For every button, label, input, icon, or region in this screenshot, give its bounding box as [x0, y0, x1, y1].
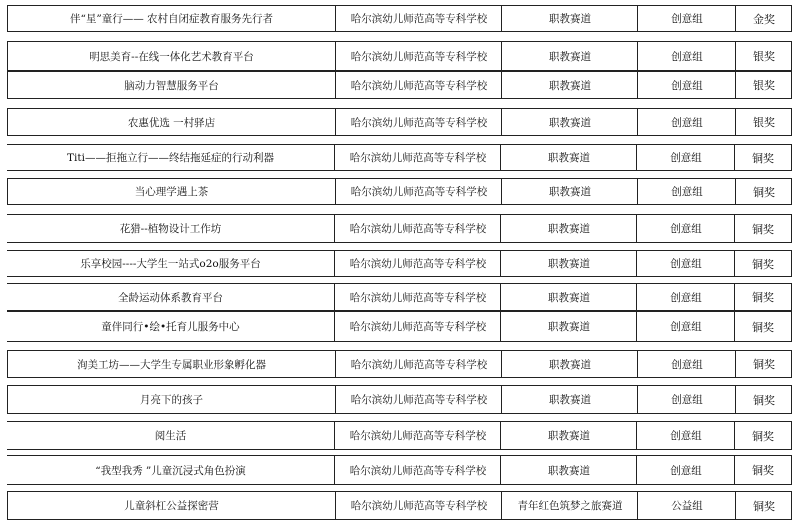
project-name: 儿童斜杠公益探密营 — [124, 500, 219, 512]
track-name: 职教赛道 — [501, 72, 638, 98]
award-level: 银奖 — [735, 42, 792, 70]
school-name: 哈尔滨幼儿师范高等专科学校 — [335, 351, 502, 377]
track-name: 职教赛道 — [500, 251, 637, 276]
table-row — [7, 421, 792, 450]
school-name: 哈尔滨幼儿师范高等专科学校 — [335, 42, 502, 70]
group-name: 创意组 — [636, 145, 735, 170]
award-level: 银奖 — [735, 72, 792, 98]
project-name: 脑动力智慧服务平台 — [124, 79, 219, 92]
project-name: 明思美育--在线一体化艺术教育平台 — [89, 50, 254, 63]
table-row — [7, 144, 792, 171]
school-name: 哈尔滨幼儿师范高等专科学校 — [334, 145, 501, 170]
group-name: 创意组 — [636, 312, 735, 341]
group-name: 创意组 — [636, 284, 735, 310]
school-name: 哈尔滨幼儿师范高等专科学校 — [335, 72, 502, 98]
school-name: 哈尔滨幼儿师范高等专科学校 — [335, 6, 502, 31]
award-level: 金奖 — [735, 6, 792, 31]
school-name: 哈尔滨幼儿师范高等专科学校 — [335, 179, 502, 204]
group-name: 创意组 — [637, 386, 736, 413]
project-name: 月亮下的孩子 — [140, 394, 203, 406]
table-row — [7, 311, 792, 342]
group-name: 创意组 — [636, 215, 735, 242]
award-level: 铜奖 — [735, 492, 792, 519]
group-name: 创意组 — [637, 72, 736, 98]
track-name: 职教赛道 — [500, 422, 637, 449]
track-name: 职教赛道 — [500, 456, 637, 484]
track-name: 职教赛道 — [501, 179, 638, 204]
table-row — [7, 41, 792, 71]
group-name: 创意组 — [637, 179, 736, 204]
track-name: 职教赛道 — [501, 109, 638, 135]
track-name: 青年红色筑梦之旅赛道 — [501, 492, 638, 519]
table-row — [7, 108, 792, 136]
group-name: 创意组 — [637, 351, 736, 377]
table-row — [7, 71, 792, 99]
project-name: 洵美工坊——大学生专属职业形象孵化器 — [77, 358, 266, 371]
award-level: 铜奖 — [735, 386, 792, 413]
track-name: 职教赛道 — [500, 284, 637, 310]
award-level: 铜奖 — [735, 179, 792, 204]
school-name: 哈尔滨幼儿师范高等专科学校 — [334, 312, 501, 341]
award-level: 铜奖 — [734, 145, 791, 170]
award-level: 铜奖 — [734, 251, 791, 276]
award-level: 铜奖 — [734, 422, 791, 449]
track-name: 职教赛道 — [500, 215, 637, 242]
table-row — [7, 455, 792, 485]
award-level: 铜奖 — [734, 312, 791, 341]
track-name: 职教赛道 — [500, 145, 637, 170]
award-level: 铜奖 — [735, 351, 792, 377]
table-row — [7, 214, 792, 243]
school-name: 哈尔滨幼儿师范高等专科学校 — [335, 492, 502, 519]
table-row — [7, 350, 792, 378]
table-row — [7, 178, 792, 205]
school-name: 哈尔滨幼儿师范高等专科学校 — [334, 456, 501, 484]
project-name: 阅生活 — [154, 430, 187, 442]
school-name: 哈尔滨幼儿师范高等专科学校 — [334, 284, 501, 310]
award-level: 银奖 — [735, 109, 792, 135]
track-name: 职教赛道 — [501, 42, 638, 70]
table-row — [7, 385, 792, 414]
table-row — [7, 491, 792, 520]
group-name: 公益组 — [637, 492, 736, 519]
group-name: 创意组 — [637, 42, 736, 70]
group-name: 创意组 — [637, 109, 736, 135]
project-name: 乐享校园----大学生一站式o2o服务平台 — [80, 258, 261, 270]
school-name: 哈尔滨幼儿师范高等专科学校 — [335, 386, 502, 413]
table-row — [7, 283, 792, 311]
track-name: 职教赛道 — [501, 386, 638, 413]
award-level: 铜奖 — [734, 456, 791, 484]
project-name: 童伴同行•绘•托育儿服务中心 — [101, 321, 240, 333]
school-name: 哈尔滨幼儿师范高等专科学校 — [334, 251, 501, 276]
group-name: 创意组 — [636, 422, 735, 449]
project-name: 全龄运动体系教育平台 — [118, 291, 223, 304]
school-name: 哈尔滨幼儿师范高等专科学校 — [334, 422, 501, 449]
project-name: 当心理学遇上茶 — [134, 186, 209, 198]
group-name: 创意组 — [636, 251, 735, 276]
project-name: 伴“星”童行—— 农村自闭症教育服务先行者 — [69, 13, 274, 25]
award-level: 铜奖 — [734, 215, 791, 242]
award-level: 铜奖 — [734, 284, 791, 310]
group-name: 创意组 — [637, 6, 736, 31]
project-name: 农惠优选 一村驿店 — [127, 116, 216, 129]
project-name: Titi——拒拖立行——终结拖延症的行动利器 — [67, 152, 274, 164]
project-name: “我型我秀 ”儿童沉浸式角色扮演 — [95, 464, 246, 477]
table-row — [7, 250, 792, 277]
group-name: 创意组 — [636, 456, 735, 484]
table-row — [7, 5, 792, 32]
project-name: 花猎--植物设计工作坊 — [119, 223, 222, 235]
track-name: 职教赛道 — [501, 351, 638, 377]
school-name: 哈尔滨幼儿师范高等专科学校 — [334, 215, 501, 242]
school-name: 哈尔滨幼儿师范高等专科学校 — [335, 109, 502, 135]
track-name: 职教赛道 — [501, 6, 638, 31]
track-name: 职教赛道 — [500, 312, 637, 341]
